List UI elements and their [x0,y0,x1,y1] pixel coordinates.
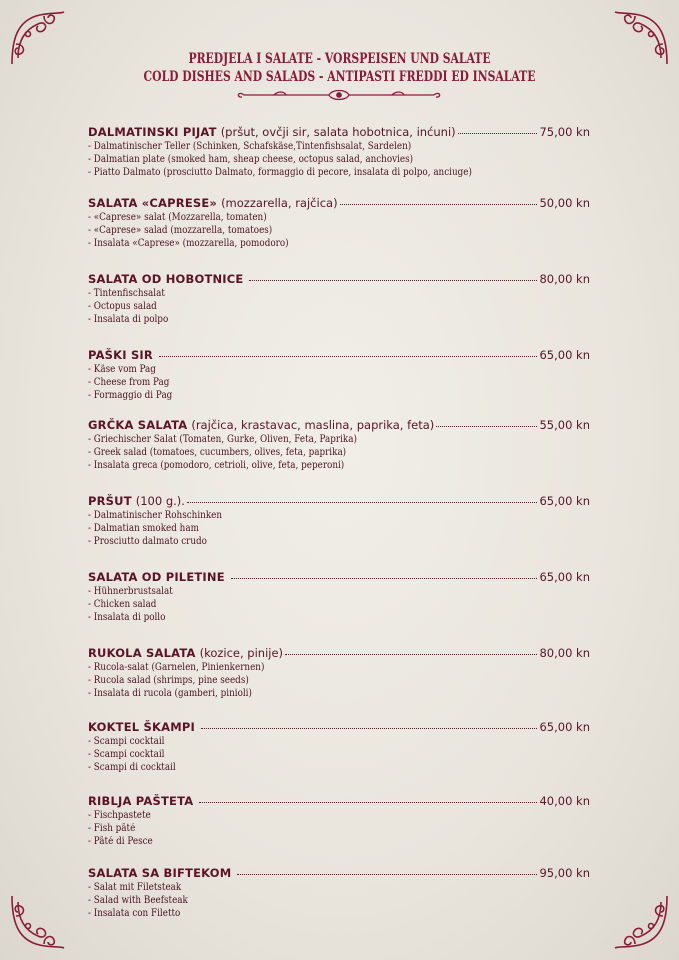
dot-leader [159,344,538,357]
item-translation: - Insalata di rucola (gamberi, pinioli) [88,688,252,699]
item-translation: - Formaggio di Pag [88,390,173,401]
dot-leader [340,192,538,205]
item-translation: - Salat mit Filetsteak [88,882,182,893]
item-desc: (rajčica, krastavac, maslina, paprika, feta) [191,418,435,432]
menu-item-dalmatinski-pijat [88,123,590,179]
item-translation: - «Caprese» salat (Mozzarella, tomaten) [88,212,267,223]
dot-leader [285,642,537,655]
item-translation: - Chicken salad [88,599,157,610]
menu-item-rukola-salata [88,644,590,700]
item-translation: - Käse vom Pag [88,364,156,375]
item-translation: - Rucola-salat (Garnelen, Pinienkernen) [88,662,265,673]
item-price: 65,00 kn [539,720,590,734]
dot-leader [199,790,537,803]
menu-item-koktel-skampi [88,718,590,774]
menu-item-paski-sir [88,346,590,402]
item-name: RIBLJA PAŠTETA [88,794,194,808]
item-translation: - Fischpastete [88,810,151,821]
menu-item-salata-sa-biftekom [88,864,590,920]
item-translation: - Salad with Beefsteak [88,895,188,906]
item-price: 50,00 kn [539,196,590,210]
menu-item-grcka-salata [88,416,590,472]
menu-item-prsut [88,492,590,548]
item-translation: - Pâté di Pesce [88,836,153,847]
corner-flourish-icon [611,892,671,952]
item-translation: - Cheese from Pag [88,377,170,388]
item-translation: - Insalata «Caprese» (mozzarella, pomodoro) [88,238,289,249]
item-desc: (mozzarella, rajčica) [221,196,338,210]
item-price: 55,00 kn [539,418,590,432]
ornament-divider-icon [234,88,444,102]
dot-leader [458,121,538,134]
item-translation: - Scampi cocktail [88,736,165,747]
corner-flourish-icon [8,892,68,952]
item-translation: - Tintenfischsalat [88,288,165,299]
item-translation: - Insalata greca (pomodoro, cetrioli, olive, feta, peperoni) [88,460,345,471]
item-price: 40,00 kn [539,794,590,808]
item-translation: - Griechischer Salat (Tomaten, Gurke, Oliven, Feta, Paprika) [88,434,357,445]
menu-header [0,50,679,86]
item-translation: - «Caprese» salad (mozzarella, tomatoes) [88,225,273,236]
item-name: RUKOLA SALATA [88,646,196,660]
item-translation: - Dalmatian smoked ham [88,523,199,534]
item-translation: - Scampi di cocktail [88,762,176,773]
item-translation: - Greek salad (tomatoes, cucumbers, olives, feta, paprika) [88,447,347,458]
item-name: SALATA SA BIFTEKOM [88,866,232,880]
dot-leader [237,862,537,875]
menu-item-salata-caprese [88,194,590,250]
item-translation: - Piatto Dalmato (prosciutto Dalmato, formaggio di pecore, insalata di polpo, anciuge) [88,167,472,178]
header-title-line2: COLD DISHES AND SALADS - ANTIPASTI FREDDI ED INSALATE [143,69,536,85]
item-price: 80,00 kn [539,646,590,660]
item-desc: (kozice, pinije) [199,646,284,660]
item-price: 65,00 kn [539,570,590,584]
item-name: PRŠUT [88,494,132,508]
item-translation: - Rucola salad (shrimps, pine seeds) [88,675,249,686]
item-translation: - Prosciutto dalmato crudo [88,536,207,547]
item-translation: - Dalmatinischer Teller (Schinken, Schafskäse,Tintenfishsalat, Sardelen) [88,141,412,152]
menu-item-salata-od-piletine [88,568,590,624]
item-translation: - Fish pâté [88,823,136,834]
item-price: 65,00 kn [539,348,590,362]
item-name: GRČKA SALATA [88,418,188,432]
header-title-line1: PREDJELA I SALATE - VORSPEISEN UND SALATE [188,51,491,67]
dot-leader [201,716,538,729]
item-desc: (pršut, ovčji sir, salata hobotnica, inćuni) [220,125,456,139]
item-translation: - Dalmatian plate (smoked ham, sheap cheese, octopus salad, anchovies) [88,154,414,165]
item-name: PAŠKI SIR [88,348,153,362]
menu-item-riblja-pasteta [88,792,590,848]
item-price: 95,00 kn [539,866,590,880]
menu-item-salata-od-hobotnice [88,270,590,326]
item-name: SALATA OD HOBOTNICE [88,272,244,286]
item-translation: - Insalata di polpo [88,314,169,325]
item-name: SALATA «CAPRESE» [88,196,218,210]
item-name: SALATA OD PILETINE [88,570,225,584]
dot-leader [187,490,538,503]
item-translation: - Dalmatinischer Rohschinken [88,510,223,521]
item-price: 80,00 kn [539,272,590,286]
item-translation: - Hühnerbrustsalat [88,586,173,597]
item-name: KOKTEL ŠKAMPI [88,720,195,734]
dot-leader [231,566,538,579]
item-translation: - Octopus salad [88,301,157,312]
item-translation: - Insalata di pollo [88,612,166,623]
item-translation: - Insalata con Filetto [88,908,181,919]
item-price: 75,00 kn [539,125,590,139]
item-desc: (100 g.). [135,494,185,508]
item-name: DALMATINSKI PIJAT [88,125,217,139]
item-price: 65,00 kn [539,494,590,508]
item-translation: - Scampi cocktail [88,749,165,760]
dot-leader [436,414,537,427]
dot-leader [249,268,537,281]
